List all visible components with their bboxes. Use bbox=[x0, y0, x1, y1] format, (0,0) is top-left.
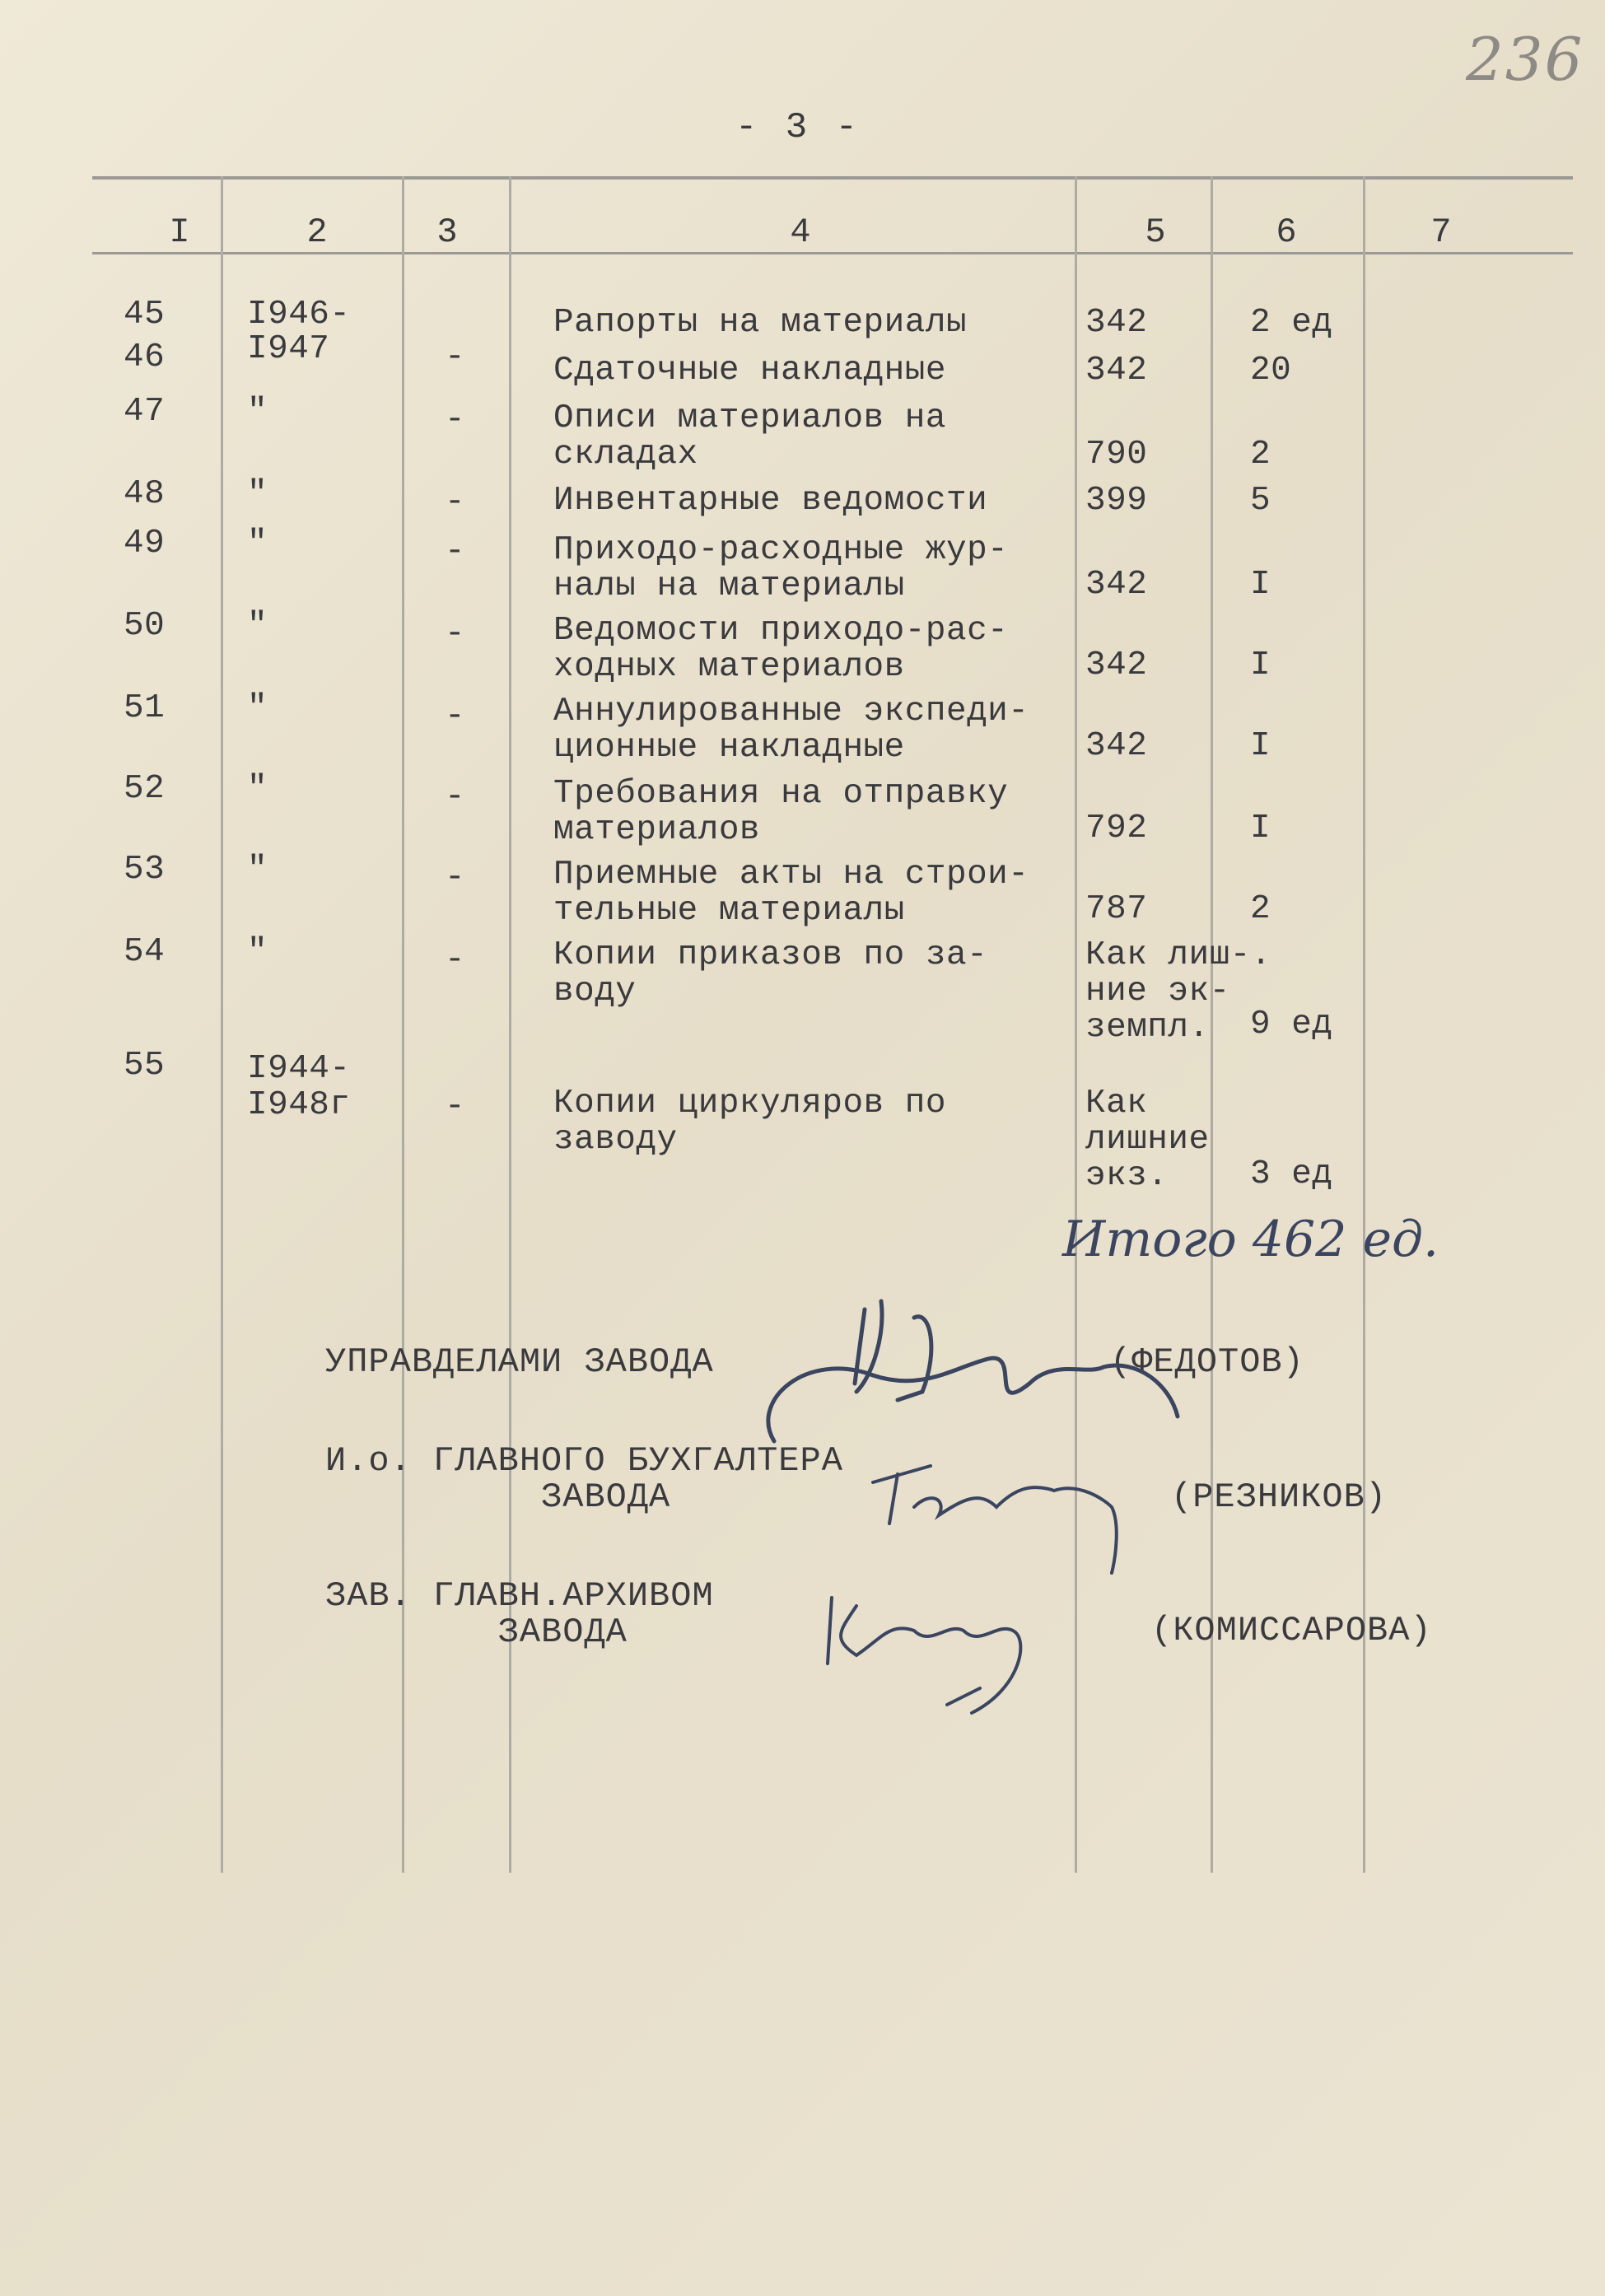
row-dash: - bbox=[445, 698, 466, 735]
page-number: - 3 - bbox=[735, 107, 861, 148]
row-years: I946- bbox=[247, 296, 351, 334]
row-number: 45 bbox=[124, 296, 166, 334]
row-code: 342 bbox=[1085, 304, 1148, 342]
row-number: 48 bbox=[124, 475, 166, 513]
row-quantity: 2 ед bbox=[1250, 304, 1333, 342]
column-divider bbox=[1075, 176, 1077, 1873]
row-quantity: I bbox=[1250, 727, 1271, 765]
row-dash: - bbox=[445, 778, 466, 816]
signatory-role: И.о. ГЛАВНОГО БУХГАЛТЕРА ЗАВОДА bbox=[325, 1441, 843, 1517]
row-number: 49 bbox=[124, 525, 166, 562]
row-dash: - bbox=[445, 338, 466, 376]
row-title: Рапорты на материалы bbox=[553, 304, 968, 342]
row-dash: - bbox=[445, 401, 466, 439]
row-years: " bbox=[247, 689, 268, 727]
row-years: " bbox=[247, 525, 268, 562]
row-years: " bbox=[247, 770, 268, 808]
row-number: 51 bbox=[124, 689, 166, 727]
row-quantity: 2 bbox=[1250, 436, 1271, 474]
row-quantity: I bbox=[1250, 566, 1271, 604]
column-divider bbox=[221, 176, 223, 1873]
row-title: Инвентарные ведомости bbox=[553, 482, 988, 520]
column-header-6: 6 bbox=[1276, 212, 1297, 252]
row-dash: - bbox=[445, 859, 466, 897]
row-code: Как лиш-. ние эк- земпл. bbox=[1085, 936, 1271, 1047]
column-header-3: 3 bbox=[436, 212, 458, 252]
column-header-7: 7 bbox=[1430, 212, 1452, 252]
row-code: 790 bbox=[1085, 436, 1148, 474]
column-header-4: 4 bbox=[790, 212, 811, 252]
row-quantity: 20 bbox=[1250, 352, 1292, 390]
row-number: 50 bbox=[124, 607, 166, 645]
table-header-rule-bottom bbox=[92, 252, 1573, 254]
sheet-number: 236 bbox=[1466, 25, 1584, 94]
table-header-rule-top bbox=[92, 176, 1573, 180]
row-quantity: I bbox=[1250, 646, 1271, 684]
row-title: Сдаточные накладные bbox=[553, 352, 946, 390]
row-title: Описи материалов на складах bbox=[553, 399, 946, 474]
signature-komissarova bbox=[823, 1573, 1054, 1721]
row-dash: - bbox=[445, 1088, 466, 1126]
handwritten-total: Итого 462 ед. bbox=[1062, 1211, 1439, 1268]
signature-reznikov bbox=[856, 1433, 1136, 1581]
row-dash: - bbox=[445, 941, 466, 979]
row-quantity: 5 bbox=[1250, 482, 1271, 520]
row-code: 342 bbox=[1085, 566, 1148, 604]
row-years: " bbox=[247, 933, 268, 971]
row-code: 399 bbox=[1085, 482, 1148, 520]
row-code: 342 bbox=[1085, 352, 1148, 390]
row-title: Копии циркуляров по заводу bbox=[553, 1085, 946, 1159]
signatory-role: ЗАВ. ГЛАВН.АРХИВОМ ЗАВОДА bbox=[325, 1576, 714, 1652]
row-number: 46 bbox=[124, 338, 166, 376]
column-header-2: 2 bbox=[306, 212, 328, 252]
row-title: Ведомости приходо-рас- ходных материалов bbox=[553, 612, 1009, 686]
row-title: Аннулированные экспеди- ционные накладные bbox=[553, 693, 1029, 767]
signature-fedotov bbox=[741, 1285, 1202, 1449]
row-dash: - bbox=[445, 483, 466, 521]
row-title: Требования на отправку материалов bbox=[553, 775, 1009, 849]
row-number: 52 bbox=[124, 770, 166, 808]
signatory-name: (ФЕДОТОВ) bbox=[1110, 1342, 1304, 1382]
row-dash: - bbox=[445, 615, 466, 653]
row-number: 54 bbox=[124, 933, 166, 971]
row-number: 55 bbox=[124, 1047, 166, 1085]
row-code: 787 bbox=[1085, 890, 1148, 928]
row-dash: - bbox=[445, 533, 466, 571]
row-code: Как лишние экз. bbox=[1085, 1085, 1210, 1195]
signatory-name: (РЕЗНИКОВ) bbox=[1171, 1477, 1388, 1517]
row-number: 47 bbox=[124, 393, 166, 431]
row-years: I947 bbox=[247, 330, 330, 368]
row-years: I944- I948г bbox=[247, 1050, 351, 1124]
row-years: " bbox=[247, 475, 268, 513]
row-code: 792 bbox=[1085, 810, 1148, 847]
row-years: " bbox=[247, 851, 268, 889]
row-title: Приемные акты на строи- тельные материалы bbox=[553, 856, 1029, 930]
row-quantity: I bbox=[1250, 810, 1271, 847]
row-number: 53 bbox=[124, 851, 166, 889]
row-code: 342 bbox=[1085, 646, 1148, 684]
row-quantity: 3 ед bbox=[1250, 1155, 1333, 1193]
row-quantity: 9 ед bbox=[1250, 1006, 1333, 1043]
row-title: Копии приказов по за- воду bbox=[553, 936, 988, 1010]
row-quantity: 2 bbox=[1250, 890, 1271, 928]
signatory-name: (КОМИССАРОВА) bbox=[1151, 1611, 1432, 1650]
row-title: Приходо-расходные жур- налы на материалы bbox=[553, 531, 1009, 605]
column-header-1: I bbox=[169, 212, 190, 252]
column-header-5: 5 bbox=[1145, 212, 1166, 252]
row-years: " bbox=[247, 607, 268, 645]
signatory-role: УПРАВДЕЛАМИ ЗАВОДА bbox=[325, 1342, 714, 1382]
row-years: " bbox=[247, 393, 268, 431]
row-code: 342 bbox=[1085, 727, 1148, 765]
